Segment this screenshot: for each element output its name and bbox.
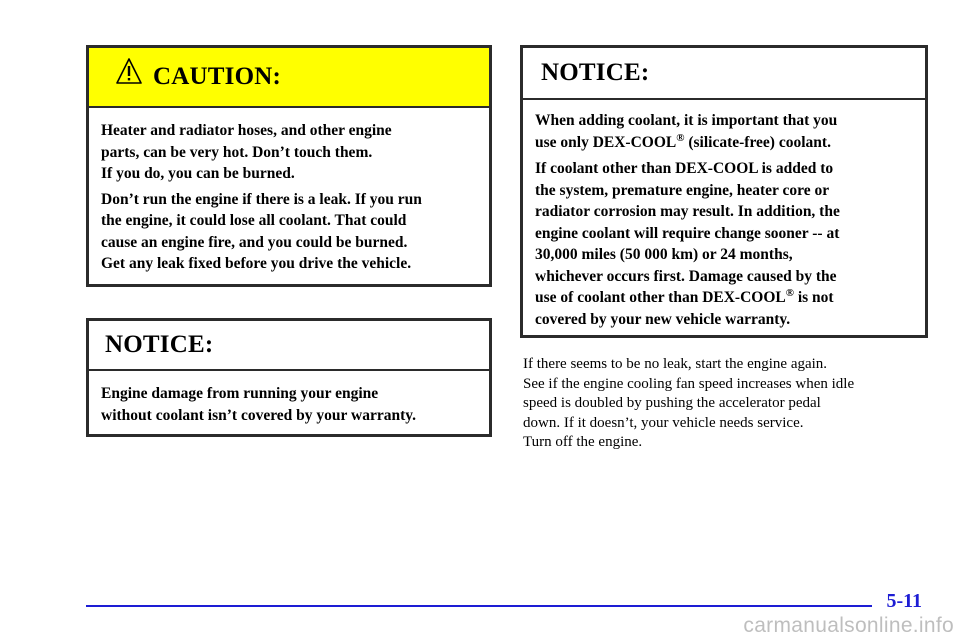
notice-paragraph-left: Engine damage from running your engine without coolant isn’t covered by your warranty.	[101, 385, 417, 424]
notice-box-left	[86, 318, 492, 437]
notice-paragraph-right-2: If coolant other than DEX-COOL is added to the system, premature engine, heater core or radiator corrosion may result. In addition, the engine coolant will require change sooner -- at 30,000 miles (50 000 km) or 24 months, whichever occurs first. Damage caused by the use of coolant other than DEX-COOL® is not covered by your new vehicle warranty.	[535, 160, 840, 328]
watermark: carmanualsonline.info	[743, 614, 954, 637]
caution-body	[89, 108, 489, 275]
notice-header-right	[523, 48, 925, 100]
notice-paragraph-right-1: When adding coolant, it is important that you use only DEX-COOL® (silicate-free) coolant.	[535, 112, 838, 151]
registered-mark: ®	[676, 131, 685, 144]
caution-title: CAUTION:	[153, 63, 281, 90]
warning-triangle-icon	[115, 57, 143, 85]
caution-paragraph-1: Heater and radiator hoses, and other engine parts, can be very hot. Don’t touch them. If you do, you can be burned.	[101, 122, 392, 182]
footer-rule	[86, 605, 872, 607]
notice-box-right	[520, 45, 928, 338]
notice-body-right	[523, 100, 925, 330]
body-paragraph: If there seems to be no leak, start the engine again. See if the engine cooling fan speed increases when idle speed is doubled by pushing the accelerator pedal down. If it doesn’t, your vehicle needs service. Turn off the engine.	[523, 356, 855, 450]
registered-mark: ®	[785, 286, 794, 299]
caution-paragraph-2: Don’t run the engine if there is a leak. If you run the engine, it could lose all coolant. That could cause an engine fire, and you could be burned. Get any leak fixed before you drive the vehicle.	[101, 190, 422, 272]
caution-box	[86, 45, 492, 287]
notice-title-right: NOTICE:	[541, 59, 650, 86]
notice-header-left	[89, 321, 489, 371]
notice-title-left: NOTICE:	[105, 331, 214, 358]
page-number: 5-11	[886, 590, 922, 612]
notice-body-left	[89, 371, 489, 426]
caution-header	[89, 48, 489, 108]
